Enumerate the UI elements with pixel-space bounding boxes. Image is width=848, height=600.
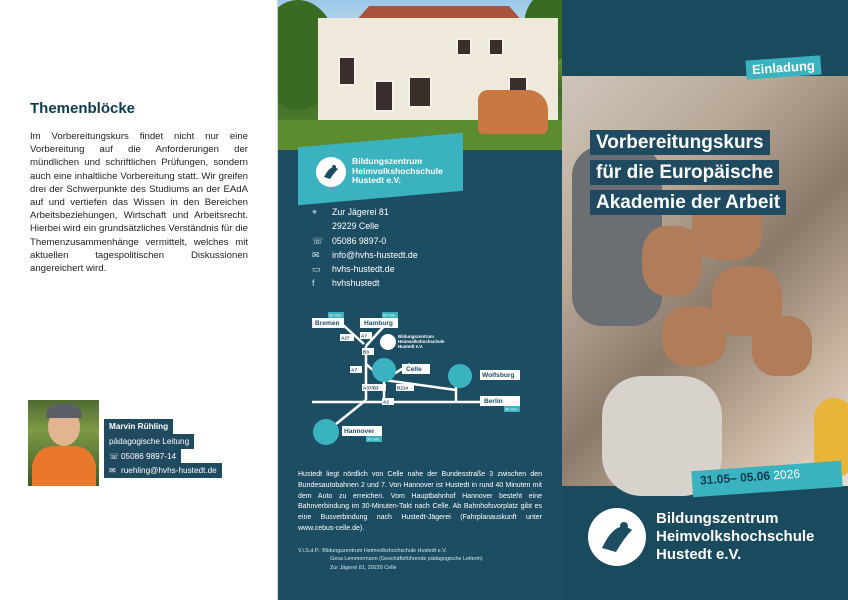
svg-text:A7: A7 bbox=[351, 367, 357, 373]
contact-phone-row bbox=[104, 449, 181, 464]
imprint: V.i.S.d.P.: Bildungszentrum Heimvolkshochschule Hustedt e.V. Gesa Lemmermann (Geschäftsführende pädagogische Leiterin) Zur Jägerei 81, 29229 Celle bbox=[298, 548, 483, 571]
svg-text:B3: B3 bbox=[363, 349, 369, 355]
city-hannover: Hannover bbox=[344, 428, 375, 435]
city-hamburg: Hamburg bbox=[364, 320, 393, 327]
title-line-3: Akademie der Arbeit bbox=[590, 190, 786, 215]
mail-icon: ✉ bbox=[109, 466, 116, 475]
title-line-2: für die Europäische bbox=[590, 160, 779, 185]
svg-text:Heimvolkshochschule: Heimvolkshochschule bbox=[398, 339, 445, 344]
org-name: Bildungszentrum Heimvolkshochschule Hustedt e.V. bbox=[352, 156, 443, 185]
section-heading: Themenblöcke bbox=[30, 100, 136, 117]
title-line-1: Vorbereitungskurs bbox=[590, 130, 770, 155]
web-row[interactable]: ▭ hvhs-hustedt.de bbox=[312, 264, 395, 274]
facebook-row[interactable]: f hvhshustedt bbox=[312, 278, 380, 288]
location-icon: ⌖ bbox=[312, 207, 318, 217]
svg-text:A2: A2 bbox=[383, 399, 389, 405]
contact-email-row bbox=[104, 463, 222, 478]
phone-icon: ☏ bbox=[312, 236, 324, 246]
invitation-badge: Einladung bbox=[745, 55, 821, 79]
mail-icon: ✉ bbox=[312, 250, 320, 260]
org-logo bbox=[316, 157, 346, 187]
svg-text:Bildungszentrum: Bildungszentrum bbox=[398, 334, 434, 339]
org-name: Bildungszentrum Heimvolkshochschule Hustedt e.V. bbox=[656, 510, 815, 563]
contact-role: pädagogische Leitung bbox=[104, 434, 194, 449]
svg-text:A37/B3: A37/B3 bbox=[363, 385, 379, 391]
event-date: 31.05– 05.06 2026 bbox=[699, 466, 801, 488]
route-map bbox=[298, 304, 542, 452]
city-berlin: Berlin bbox=[484, 398, 503, 405]
address-street-row: ⌖ Zur Jägerei 81 bbox=[312, 207, 389, 217]
email-row[interactable]: ✉ info@hvhs-hustedt.de bbox=[312, 250, 418, 260]
phone-row: ☏ 05086 9897-0 bbox=[312, 236, 387, 246]
svg-text:Hustedt e.V.: Hustedt e.V. bbox=[398, 344, 423, 349]
directions-text: Hustedt liegt nördlich von Celle nahe der Bundesstraße 3 zwischen den Bundesautobahnen 2 und 7. Von Hannover ist Hustedt in rund 40 Minuten mit dem Auto zu erreichen. Vom Hauptbahnhof Hannover besteht eine Bahnverbindung im 30-Minuten-Takt nach Celle. Ab Bahnhofsvorplatz gibt es eine Busverbindung nach Hustedt-Jägerei (Fahrplanauskunft unter www.cebus-celle.de). bbox=[298, 471, 542, 532]
city-wolfsburg: Wolfsburg bbox=[482, 372, 515, 379]
facebook-icon: f bbox=[312, 278, 315, 288]
svg-text:A27: A27 bbox=[341, 335, 350, 341]
city-celle: Celle bbox=[406, 366, 422, 373]
left-panel bbox=[0, 0, 278, 600]
phone-icon: ☏ bbox=[109, 452, 120, 461]
svg-text:A7: A7 bbox=[361, 333, 367, 339]
distance-berlin: 90 min bbox=[505, 406, 518, 412]
distance-hannover: 30 min bbox=[367, 436, 380, 442]
right-panel bbox=[562, 0, 848, 600]
contact-email: ruehling@hvhs-hustedt.de bbox=[121, 466, 217, 475]
contact-phone: 05086 9897-14 bbox=[121, 452, 177, 461]
distance-hamburg: 60 min bbox=[383, 312, 396, 318]
building-photo bbox=[278, 0, 562, 150]
svg-text:B214: B214 bbox=[397, 385, 408, 391]
globe-icon: ▭ bbox=[312, 264, 321, 274]
section-body: Im Vorbereitungskurs findet nicht nur eine Vorbereitung auf die Anforderungen der mündlichen und schriftlichen Prüfungen, sondern auch eine inhaltliche Vorbereitung statt. Wir greifen drei der Schwerpunkte des Studiums an der EAdA auf und vertiefen das Wissen in den Bereichen Arbeitsbeziehungen, Wirtschaft und Arbeitsrecht. Hierbei wird ein grundsätzliches Verständnis für die Themenzusammenhänge vermittelt, welches mit aktuellen tagespolitischen Diskussionen angereichert wird. bbox=[30, 131, 248, 275]
distance-bremen: 60 min bbox=[329, 312, 342, 318]
middle-panel bbox=[278, 0, 562, 600]
contact-photo bbox=[28, 400, 99, 486]
address-city-row: 29229 Celle bbox=[332, 221, 379, 231]
city-bremen: Bremen bbox=[315, 320, 340, 327]
contact-name: Marvin Rühling bbox=[104, 419, 173, 434]
org-logo bbox=[588, 508, 646, 566]
